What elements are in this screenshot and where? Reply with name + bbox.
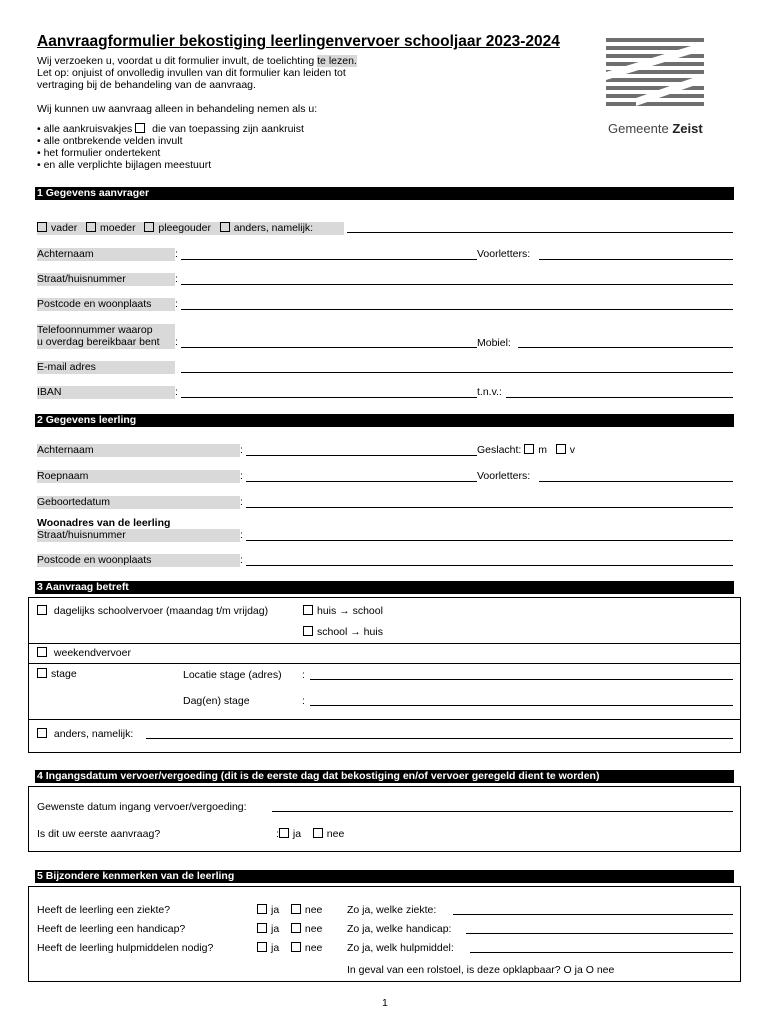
form-title: Aanvraagformulier bekostiging leerlingenvervoer schooljaar 2023-2024 (37, 33, 560, 50)
gewenste-label: Gewenste datum ingang vervoer/vergoeding: (37, 801, 247, 813)
parent-options: vader moeder pleegouder anders, namelijk: (37, 222, 344, 235)
checkbox-icon[interactable] (37, 668, 47, 678)
mobiel-label: Mobiel: (477, 337, 511, 349)
stage-option[interactable]: stage (37, 668, 77, 680)
section-3-box (28, 597, 741, 753)
leerling-achternaam-label: Achternaam (37, 444, 240, 457)
handicap-followup: Zo ja, welke handicap: (347, 923, 452, 935)
colon: : (175, 336, 178, 348)
leerling-postcode-label: Postcode en woonplaats (37, 554, 240, 567)
telefoon-label-1: Telefoonnummer waarop (37, 324, 175, 337)
leerling-voorletters-label: Voorletters: (477, 470, 531, 482)
hulpmiddel-question: Heeft de leerling hulpmiddelen nodig? (37, 942, 214, 954)
hulpmiddel-followup: Zo ja, welk hulpmiddel: (347, 942, 454, 954)
colon: : (175, 386, 178, 398)
section-5-header: 5 Bijzondere kenmerken van de leerling (35, 870, 734, 883)
handicap-options: ja nee (257, 923, 322, 935)
checkbox-icon[interactable] (303, 626, 313, 636)
achternaam-field[interactable] (181, 259, 477, 260)
page-number: 1 (382, 997, 388, 1009)
colon: : (175, 248, 178, 260)
checkbox-icon[interactable] (313, 828, 323, 838)
colon: : (240, 444, 243, 456)
leerling-straat-field[interactable] (246, 540, 733, 541)
eerste-aanvraag-options: : ja nee (276, 828, 345, 840)
dagelijks-option[interactable]: dagelijks schoolvervoer (maandag t/m vrijdag) (37, 605, 268, 617)
achternaam-label: Achternaam (37, 248, 175, 261)
intro-line-1: Wij verzoeken u, voordat u dit formulier invult, de toelichting te lezen. (37, 55, 357, 67)
checkbox-icon[interactable] (303, 605, 313, 615)
ziekte-options: ja nee (257, 904, 322, 916)
roepnaam-label: Roepnaam (37, 470, 240, 483)
leerling-postcode-field[interactable] (246, 565, 733, 566)
checkbox-icon[interactable] (291, 923, 301, 933)
checkbox-icon[interactable] (37, 605, 47, 615)
divider (28, 643, 741, 644)
divider (28, 663, 741, 664)
checkbox-icon[interactable] (37, 647, 47, 657)
school-huis-option[interactable]: school → huis (303, 626, 383, 638)
tnv-label: t.n.v.: (477, 386, 502, 398)
checkbox-icon[interactable] (291, 942, 301, 952)
gewenste-field[interactable] (272, 811, 733, 812)
section-3-header: 3 Aanvraag betreft (35, 581, 734, 594)
mobiel-field[interactable] (518, 347, 733, 348)
checkbox-icon[interactable] (279, 828, 289, 838)
logo-text: Gemeente Zeist (608, 121, 703, 136)
iban-field[interactable] (181, 397, 477, 398)
colon: : (302, 669, 305, 681)
leerling-voorletters-field[interactable] (539, 481, 733, 482)
colon: : (240, 529, 243, 541)
section-1-header: 1 Gegevens aanvrager (35, 187, 734, 200)
checkbox-icon[interactable] (144, 222, 154, 232)
dagen-field[interactable] (310, 705, 733, 706)
section-4-box (28, 786, 741, 852)
ziekte-question: Heeft de leerling een ziekte? (37, 904, 171, 916)
checkbox-icon[interactable] (257, 904, 267, 914)
anders-option[interactable]: anders, namelijk: (37, 728, 133, 740)
telefoon-label-2: u overdag bereikbaar bent (37, 336, 175, 349)
colon: : (240, 554, 243, 566)
checkbox-icon[interactable] (524, 444, 534, 454)
email-field[interactable] (181, 372, 733, 373)
ziekte-field[interactable] (453, 914, 733, 915)
section-2-header: 2 Gegevens leerling (35, 414, 734, 427)
geboortedatum-field[interactable] (246, 507, 733, 508)
locatie-label: Locatie stage (adres) (183, 669, 282, 681)
leerling-straat-label: Straat/huisnummer (37, 529, 240, 542)
checkbox-icon[interactable] (86, 222, 96, 232)
voorletters-field[interactable] (539, 259, 733, 260)
intro-line-4: Wij kunnen uw aanvraag alleen in behandeling nemen als u: (37, 103, 318, 115)
section-4-header: 4 Ingangsdatum vervoer/vergoeding (dit is de eerste dag dat bekostiging en/of vervoer geregeld dient te worden) (35, 770, 734, 783)
tnv-field[interactable] (506, 397, 733, 398)
hulpmiddel-field[interactable] (470, 952, 733, 953)
checkbox-icon[interactable] (37, 728, 47, 738)
rolstoel-question: In geval van een rolstoel, is deze opklapbaar? O ja O nee (347, 964, 615, 976)
straat-label: Straat/huisnummer (37, 273, 175, 286)
intro-line-3: vertraging bij de behandeling van de aanvraag. (37, 79, 256, 91)
huis-school-option[interactable]: huis → school (303, 605, 383, 617)
divider (28, 719, 741, 720)
checkbox-icon[interactable] (220, 222, 230, 232)
bullet-4: • en alle verplichte bijlagen meestuurt (37, 159, 212, 171)
checkbox-icon[interactable] (291, 904, 301, 914)
iban-label: IBAN (37, 386, 175, 399)
anders-namelijk-field[interactable] (146, 738, 733, 739)
checkbox-icon[interactable] (556, 444, 566, 454)
dagen-label: Dag(en) stage (183, 695, 250, 707)
colon: : (240, 496, 243, 508)
woonadres-heading: Woonadres van de leerling (37, 517, 171, 529)
gemeente-zeist-logo (606, 38, 706, 118)
checkbox-icon[interactable] (257, 942, 267, 952)
zeist-logo-icon (606, 38, 706, 118)
hulpmiddel-options: ja nee (257, 942, 322, 954)
anders-field[interactable] (347, 232, 733, 233)
leerling-achternaam-field[interactable] (246, 455, 477, 456)
handicap-question: Heeft de leerling een handicap? (37, 923, 186, 935)
postcode-field[interactable] (181, 309, 733, 310)
bullet-3: • het formulier ondertekent (37, 147, 161, 159)
colon: : (240, 470, 243, 482)
checkbox-icon[interactable] (257, 923, 267, 933)
checkbox-icon (135, 123, 145, 133)
weekend-option[interactable]: weekendvervoer (37, 647, 131, 659)
colon: : (175, 273, 178, 285)
postcode-label: Postcode en woonplaats (37, 298, 175, 311)
locatie-field[interactable] (310, 679, 733, 680)
roepnaam-field[interactable] (246, 481, 477, 482)
geboortedatum-label: Geboortedatum (37, 496, 240, 509)
telefoon-field[interactable] (181, 347, 477, 348)
geslacht-options: Geslacht: m v (477, 444, 576, 456)
intro-line-2: Let op: onjuist of onvolledig invullen van dit formulier kan leiden tot (37, 67, 346, 79)
checkbox-icon[interactable] (37, 222, 47, 232)
colon: : (175, 298, 178, 310)
eerste-aanvraag-label: Is dit uw eerste aanvraag? (37, 828, 161, 840)
ziekte-followup: Zo ja, welke ziekte: (347, 904, 437, 916)
colon: : (302, 695, 305, 707)
straat-field[interactable] (181, 284, 733, 285)
bullet-1: • alle aankruisvakjes die van toepassing zijn aankruist (37, 123, 304, 135)
handicap-field[interactable] (466, 933, 733, 934)
email-label: E-mail adres (37, 361, 175, 374)
bullet-2: • alle ontbrekende velden invult (37, 135, 183, 147)
voorletters-label: Voorletters: (477, 248, 531, 260)
